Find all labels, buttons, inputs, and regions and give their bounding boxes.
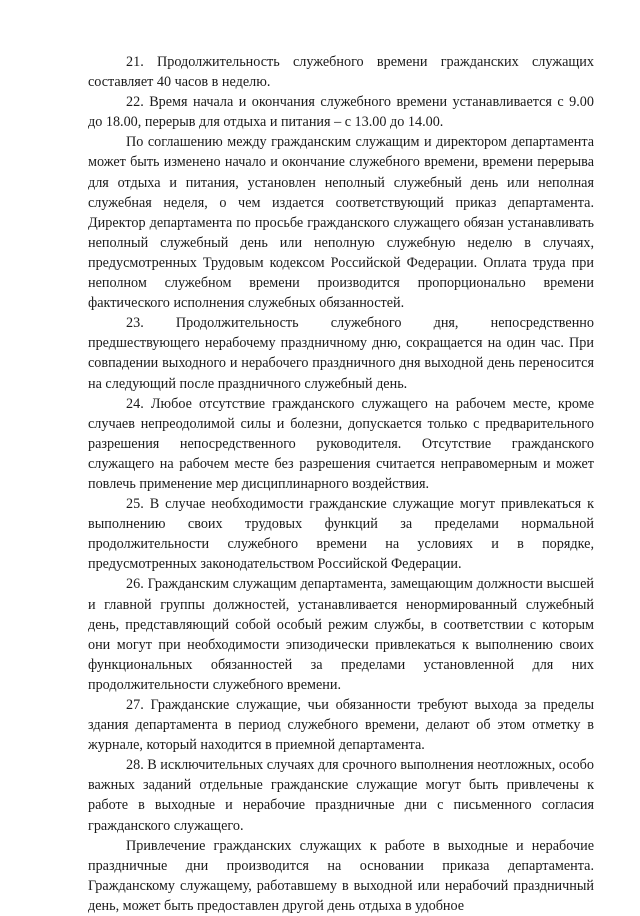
paragraph-28: 28. В исключительных случаях для срочного выполнения неотложных, особо важных заданий отдельные гражданские служащие могут быть привлечены к работе в выходные и нерабочие праздничные дни с письменного согласия гражданского служащего. — [88, 757, 594, 834]
paragraph-21: 21. Продолжительность служебного времени гражданских служащих составляет 40 часов в неделю. — [88, 54, 594, 91]
paragraph-26: 26. Гражданским служащим департамента, замещающим должности высшей и главной группы должностей, устанавливается ненормированный служебный день, представляющий собой особый режим службы, в соответствии с которым они могут при необходимости эпизодически привлекаться к выполнению своих функциональных обязанностей за пределами установленной для них продолжительности служебного времени. — [88, 576, 594, 693]
paragraph-25: 25. В случае необходимости гражданские служащие могут привлекаться к выполнению своих трудовых функций за пределами нормальной продолжительности служебного времени на условиях и в порядке, предусмотренных законодательством Российской Федерации. — [88, 496, 594, 573]
document-body — [88, 52, 594, 916]
paragraph-23: 23. Продолжительность служебного дня, непосредственно предшествующего нерабочему праздничному дню, сокращается на один час. При совпадении выходного и нерабочего праздничного дня выходной день переносится на следующий после праздничного служебный день. — [88, 315, 594, 392]
paragraph-28-involvement: Привлечение гражданских служащих к работе в выходные и нерабочие праздничные дни производится на основании приказа департамента. Гражданскому служащему, работавшему в выходной или нерабочий праздничный день, может быть предоставлен другой день отдыха в удобное — [88, 837, 594, 914]
paragraph-27: 27. Гражданские служащие, чьи обязанности требуют выхода за пределы здания департамента в период служебного времени, делают об этом отметку в журнале, который находится в приемной департамента. — [88, 697, 594, 754]
paragraph-24: 24. Любое отсутствие гражданского служащего на рабочем месте, кроме случаев непреодолимой силы и болезни, допускается только с предварительного разрешения непосредственного руководителя. Отсутствие гражданского служащего на рабочем месте без разрешения считается неправомерным и может повлечь применение мер дисциплинарного воздействия. — [88, 395, 594, 492]
paragraph-22-agreement: По соглашению между гражданским служащим и директором департамента может быть изменено начало и окончание служебного времени, времени перерыва для отдыха и питания, установлен неполный служебный день или неполная служебная неделя, о чем издается соответствующий приказ департамента. Директор департамента по просьбе гражданского служащего обязан устанавливать неполный служебный день или неполную служебную неделю в случаях, предусмотренных Трудовым кодексом Российской Федерации. Оплата труда при неполном служебном времени производится пропорционально времени фактического исполнения служебных обязанностей. — [88, 134, 594, 312]
paragraph-22: 22. Время начала и окончания служебного времени устанавливается с 9.00 до 18.00, перерыв для отдыха и питания – с 13.00 до 14.00. — [88, 94, 594, 131]
